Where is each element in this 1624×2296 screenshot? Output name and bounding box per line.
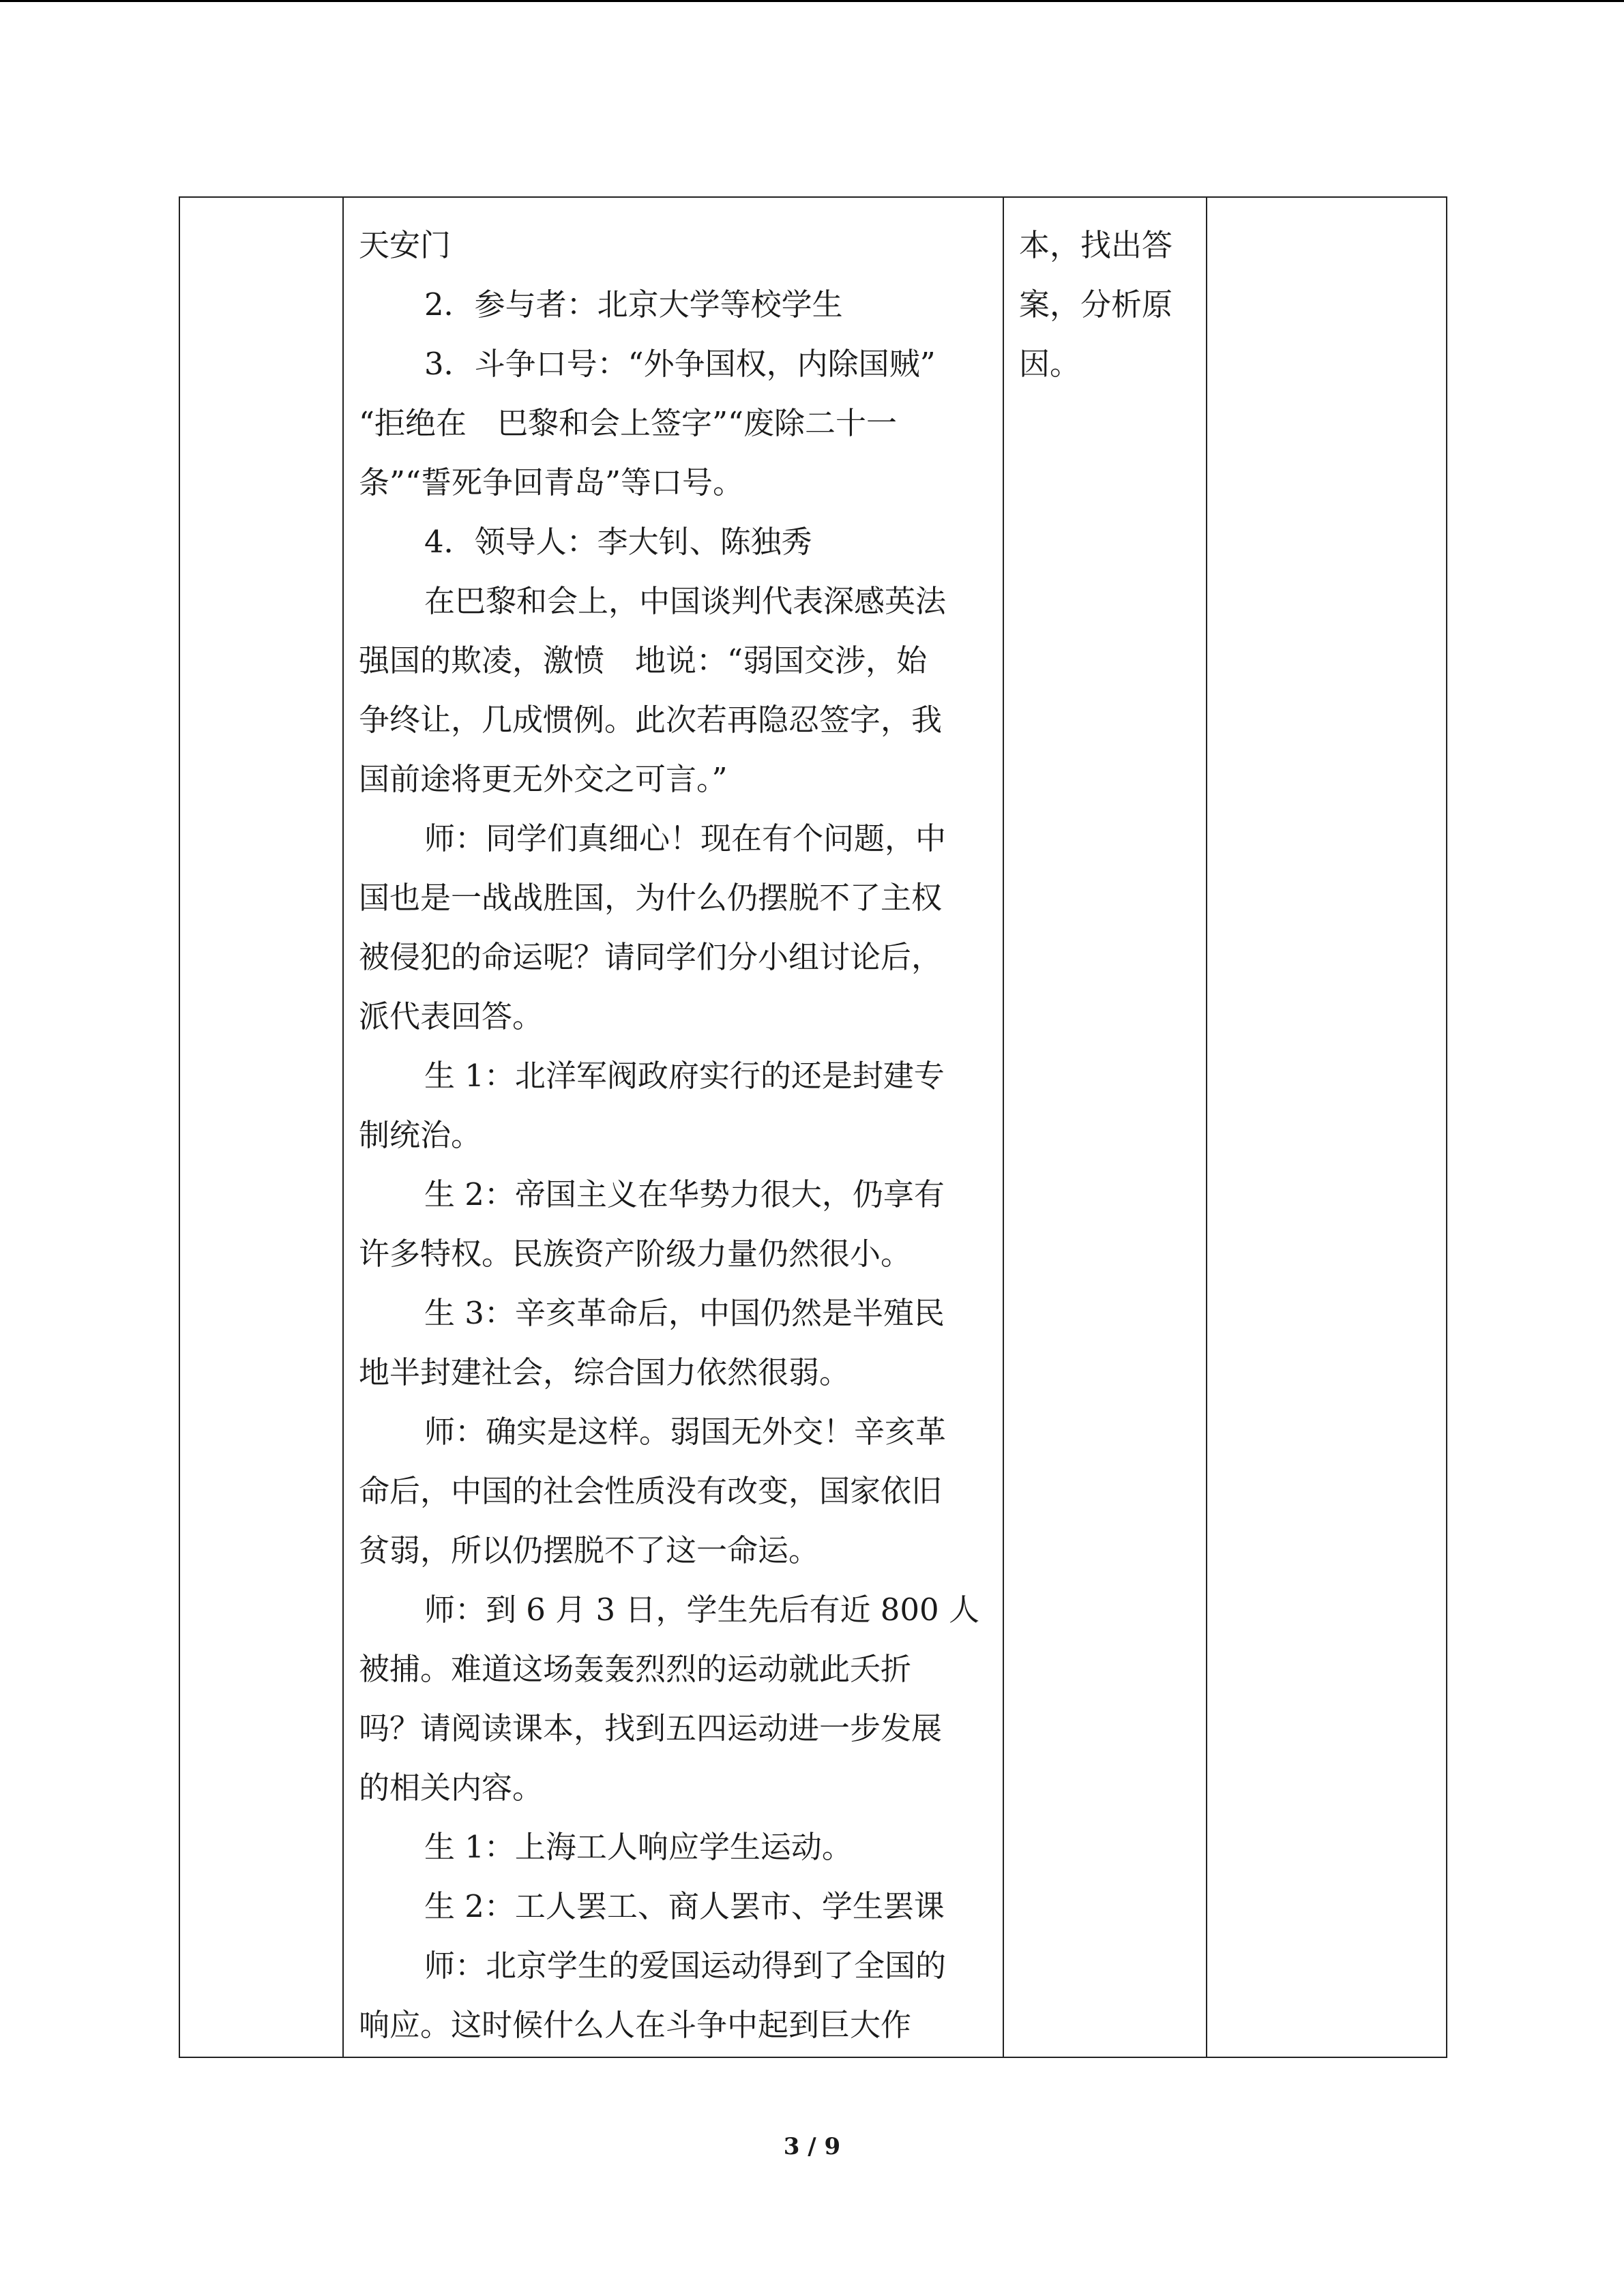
top-border-rule <box>0 0 1624 2</box>
text-line: 被侵犯的命运呢？请同学们分小组讨论后， <box>359 939 943 975</box>
text-line: 生 1：北洋军阀政府实行的还是封建专 <box>424 1058 945 1094</box>
text-line: 师：北京学生的爱国运动得到了全国的 <box>424 1948 947 1984</box>
text-line: 被捕。难道这场轰轰烈烈的运动就此夭折 <box>359 1651 912 1687</box>
text-line: 在巴黎和会上，中国谈判代表深感英法 <box>424 583 947 619</box>
text-line: 国也是一战战胜国，为什么仍摆脱不了主权 <box>359 880 943 916</box>
side-text-line: 案，分析原 <box>1019 286 1173 323</box>
text-line: 国前途将更无外交之可言。” <box>359 761 728 797</box>
text-line: 吗？请阅读课本，找到五四运动进一步发展 <box>359 1710 943 1746</box>
text-line: 生 2：帝国主义在华势力很大，仍享有 <box>424 1176 945 1212</box>
text-line: 命后，中国的社会性质没有改变，国家依旧 <box>359 1473 943 1509</box>
side-text-line: 因。 <box>1019 346 1081 382</box>
text-line: 贫弱，所以仍摆脱不了这一命运。 <box>359 1532 820 1568</box>
text-line: 3．斗争口号：“外争国权，内除国贼” <box>424 346 936 382</box>
side-text-line: 本，找出答 <box>1019 227 1173 263</box>
text-line: 生 2：工人罢工、商人罢市、学生罢课 <box>424 1888 945 1924</box>
column-divider <box>1003 198 1004 2057</box>
text-line: 地半封建社会，综合国力依然很弱。 <box>359 1354 851 1390</box>
text-line: 争终让，几成惯例。此次若再隐忍签字，我 <box>359 702 943 738</box>
student-activity-cell <box>1004 198 1206 393</box>
text-line: 2．参与者：北京大学等校学生 <box>424 286 843 323</box>
text-line: 师：同学们真细心！现在有个问题，中 <box>424 820 947 856</box>
text-line: 师：到 6 月 3 日，学生先后有近 800 人 <box>424 1592 979 1628</box>
text-line: 制统治。 <box>359 1117 482 1153</box>
text-line: 响应。这时候什么人在斗争中起到巨大作 <box>359 2007 912 2043</box>
text-line: 生 1：上海工人响应学生运动。 <box>424 1829 853 1865</box>
text-line: 强国的欺凌，激愤 地说：“弱国交涉，始 <box>359 642 928 679</box>
text-line: 的相关内容。 <box>359 1770 544 1806</box>
text-line: “拒绝在 巴黎和会上签字”“废除二十一 <box>359 405 898 441</box>
teaching-process-cell <box>344 198 1003 2055</box>
text-line: 天安门 <box>359 227 452 263</box>
text-line: 许多特权。民族资产阶级力量仍然很小。 <box>359 1236 912 1272</box>
text-line: 生 3：辛亥革命后，中国仍然是半殖民 <box>424 1295 945 1331</box>
text-line: 师：确实是这样。弱国无外交！辛亥革 <box>424 1414 947 1450</box>
page-number: 3 / 9 <box>783 2133 841 2160</box>
text-line: 条”“誓死争回青岛”等口号。 <box>359 464 744 501</box>
text-line: 派代表回答。 <box>359 998 544 1034</box>
lesson-table <box>179 196 1447 2058</box>
text-line: 4．领导人：李大钊、陈独秀 <box>424 524 812 560</box>
column-divider <box>1206 198 1207 2057</box>
